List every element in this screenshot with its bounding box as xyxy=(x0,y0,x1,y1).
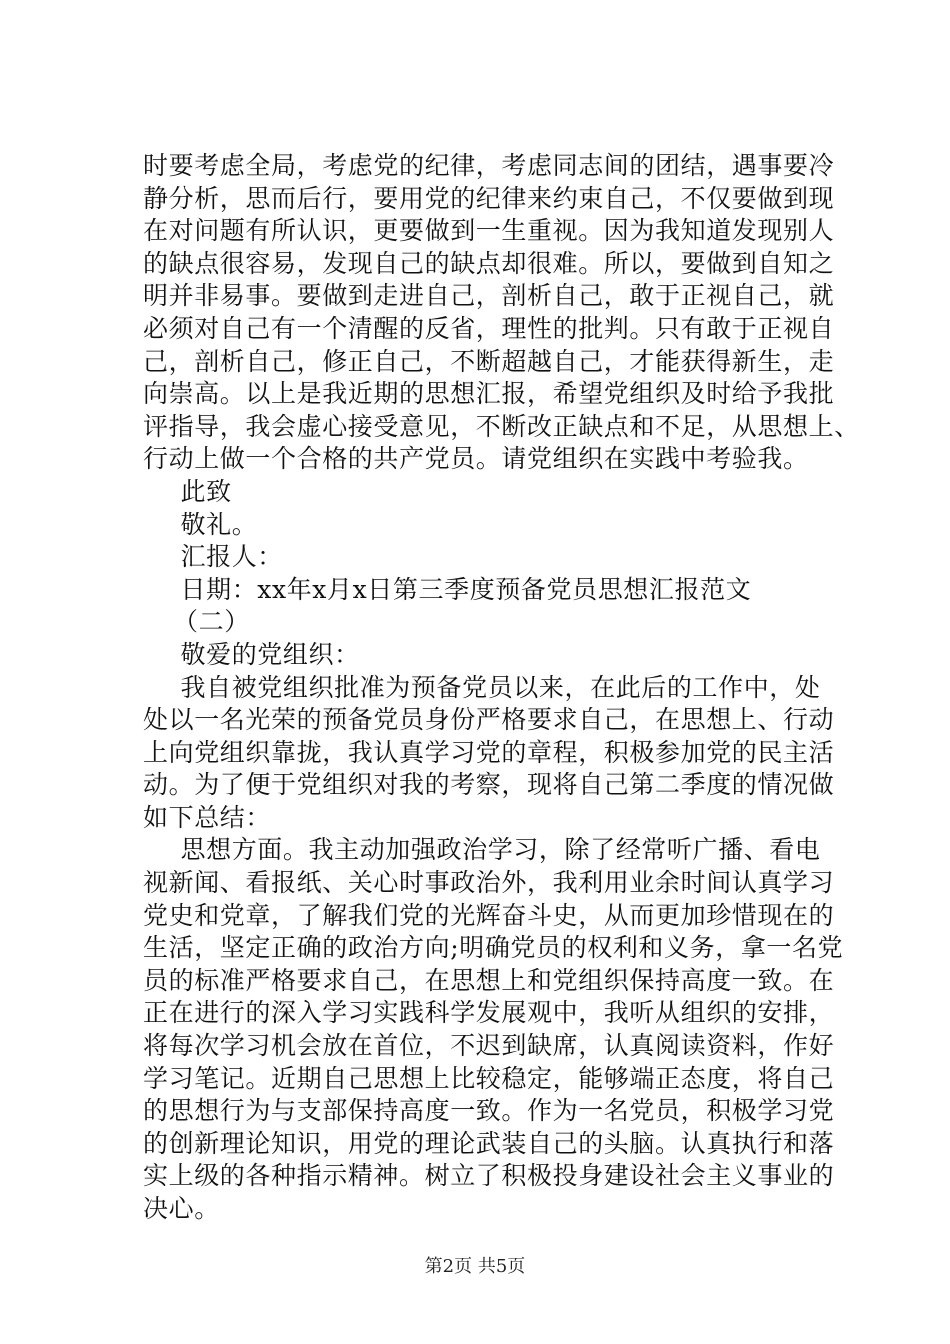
text-line: 视新闻、看报纸、关心时事政治外，我利用业余时间认真学习 xyxy=(143,868,835,898)
text-line: 的创新理论知识，用党的理论武装自己的头脑。认真执行和落 xyxy=(143,1128,835,1158)
text-line: 评指导，我会虚心接受意见，不断改正缺点和不足，从思想上、 xyxy=(143,411,860,441)
text-line: 实上级的各种指示精神。树立了积极投身建设社会主义事业的 xyxy=(143,1161,835,1191)
text-line: 处以一名光荣的预备党员身份严格要求自己，在思想上、行动 xyxy=(143,705,835,735)
text-line: 我自被党组织批准为预备党员以来，在此后的工作中，处 xyxy=(180,672,821,702)
text-line: 时要考虑全局，考虑党的纪律，考虑同志间的团结，遇事要冷 xyxy=(143,151,835,180)
text-line: 的缺点很容易，发现自己的缺点却很难。所以，要做到自知之 xyxy=(143,248,835,278)
text-line: 汇报人： xyxy=(180,542,283,572)
text-line: （二） xyxy=(173,607,250,637)
text-line: 在对问题有所认识，更要做到一生重视。因为我知道发现别人 xyxy=(143,216,835,246)
page-footer: 第2页 共5页 xyxy=(424,1256,526,1277)
text-line: 上向党组织靠拢，我认真学习党的章程，积极参加党的民主活 xyxy=(143,737,835,767)
text-line: 动。为了便于党组织对我的考察，现将自己第二季度的情况做 xyxy=(143,770,835,800)
text-line: 静分析，思而后行，要用党的纪律来约束自己，不仅要做到现 xyxy=(143,183,835,213)
text-line: 生活，坚定正确的政治方向;明确党员的权利和义务，拿一名党 xyxy=(143,933,844,963)
text-line: 敬礼。 xyxy=(180,509,258,539)
text-line: 将每次学习机会放在首位，不迟到缺席，认真阅读资料，作好 xyxy=(143,1031,835,1061)
text-line: 向崇高。以上是我近期的思想汇报，希望党组织及时给予我批 xyxy=(143,379,835,409)
text-line: 己，剖析自己，修正自己，不断超越自己，才能获得新生，走 xyxy=(143,346,835,376)
text-line: 决心。 xyxy=(143,1194,220,1223)
text-line: 学习笔记。近期自己思想上比较稳定，能够端正态度，将自己 xyxy=(143,1063,835,1093)
text-line: 的思想行为与支部保持高度一致。作为一名党员，积极学习党 xyxy=(143,1096,835,1126)
text-line: 员的标准严格要求自己，在思想上和党组织保持高度一致。在 xyxy=(143,965,835,995)
text-line: 必须对自己有一个清醒的反省，理性的批判。只有敢于正视自 xyxy=(143,313,835,343)
text-line: 正在进行的深入学习实践科学发展观中，我听从组织的安排， xyxy=(143,998,835,1028)
text-line: 行动上做一个合格的共产党员。请党组织在实践中考验我。 xyxy=(143,444,809,474)
text-line: 日期：xx年x月x日第三季度预备党员思想汇报范文 xyxy=(180,574,752,604)
text-line: 明并非易事。要做到走进自己，剖析自己，敢于正视自己，就 xyxy=(143,281,835,311)
text-line: 党史和党章，了解我们党的光辉奋斗史，从而更加珍惜现在的 xyxy=(143,900,835,930)
text-line: 此致 xyxy=(180,476,232,506)
text-line: 敬爱的党组织： xyxy=(180,639,360,669)
text-line: 思想方面。我主动加强政治学习，除了经常听广播、看电 xyxy=(180,835,821,865)
text-line: 如下总结： xyxy=(143,802,272,832)
document-body xyxy=(143,150,860,1226)
